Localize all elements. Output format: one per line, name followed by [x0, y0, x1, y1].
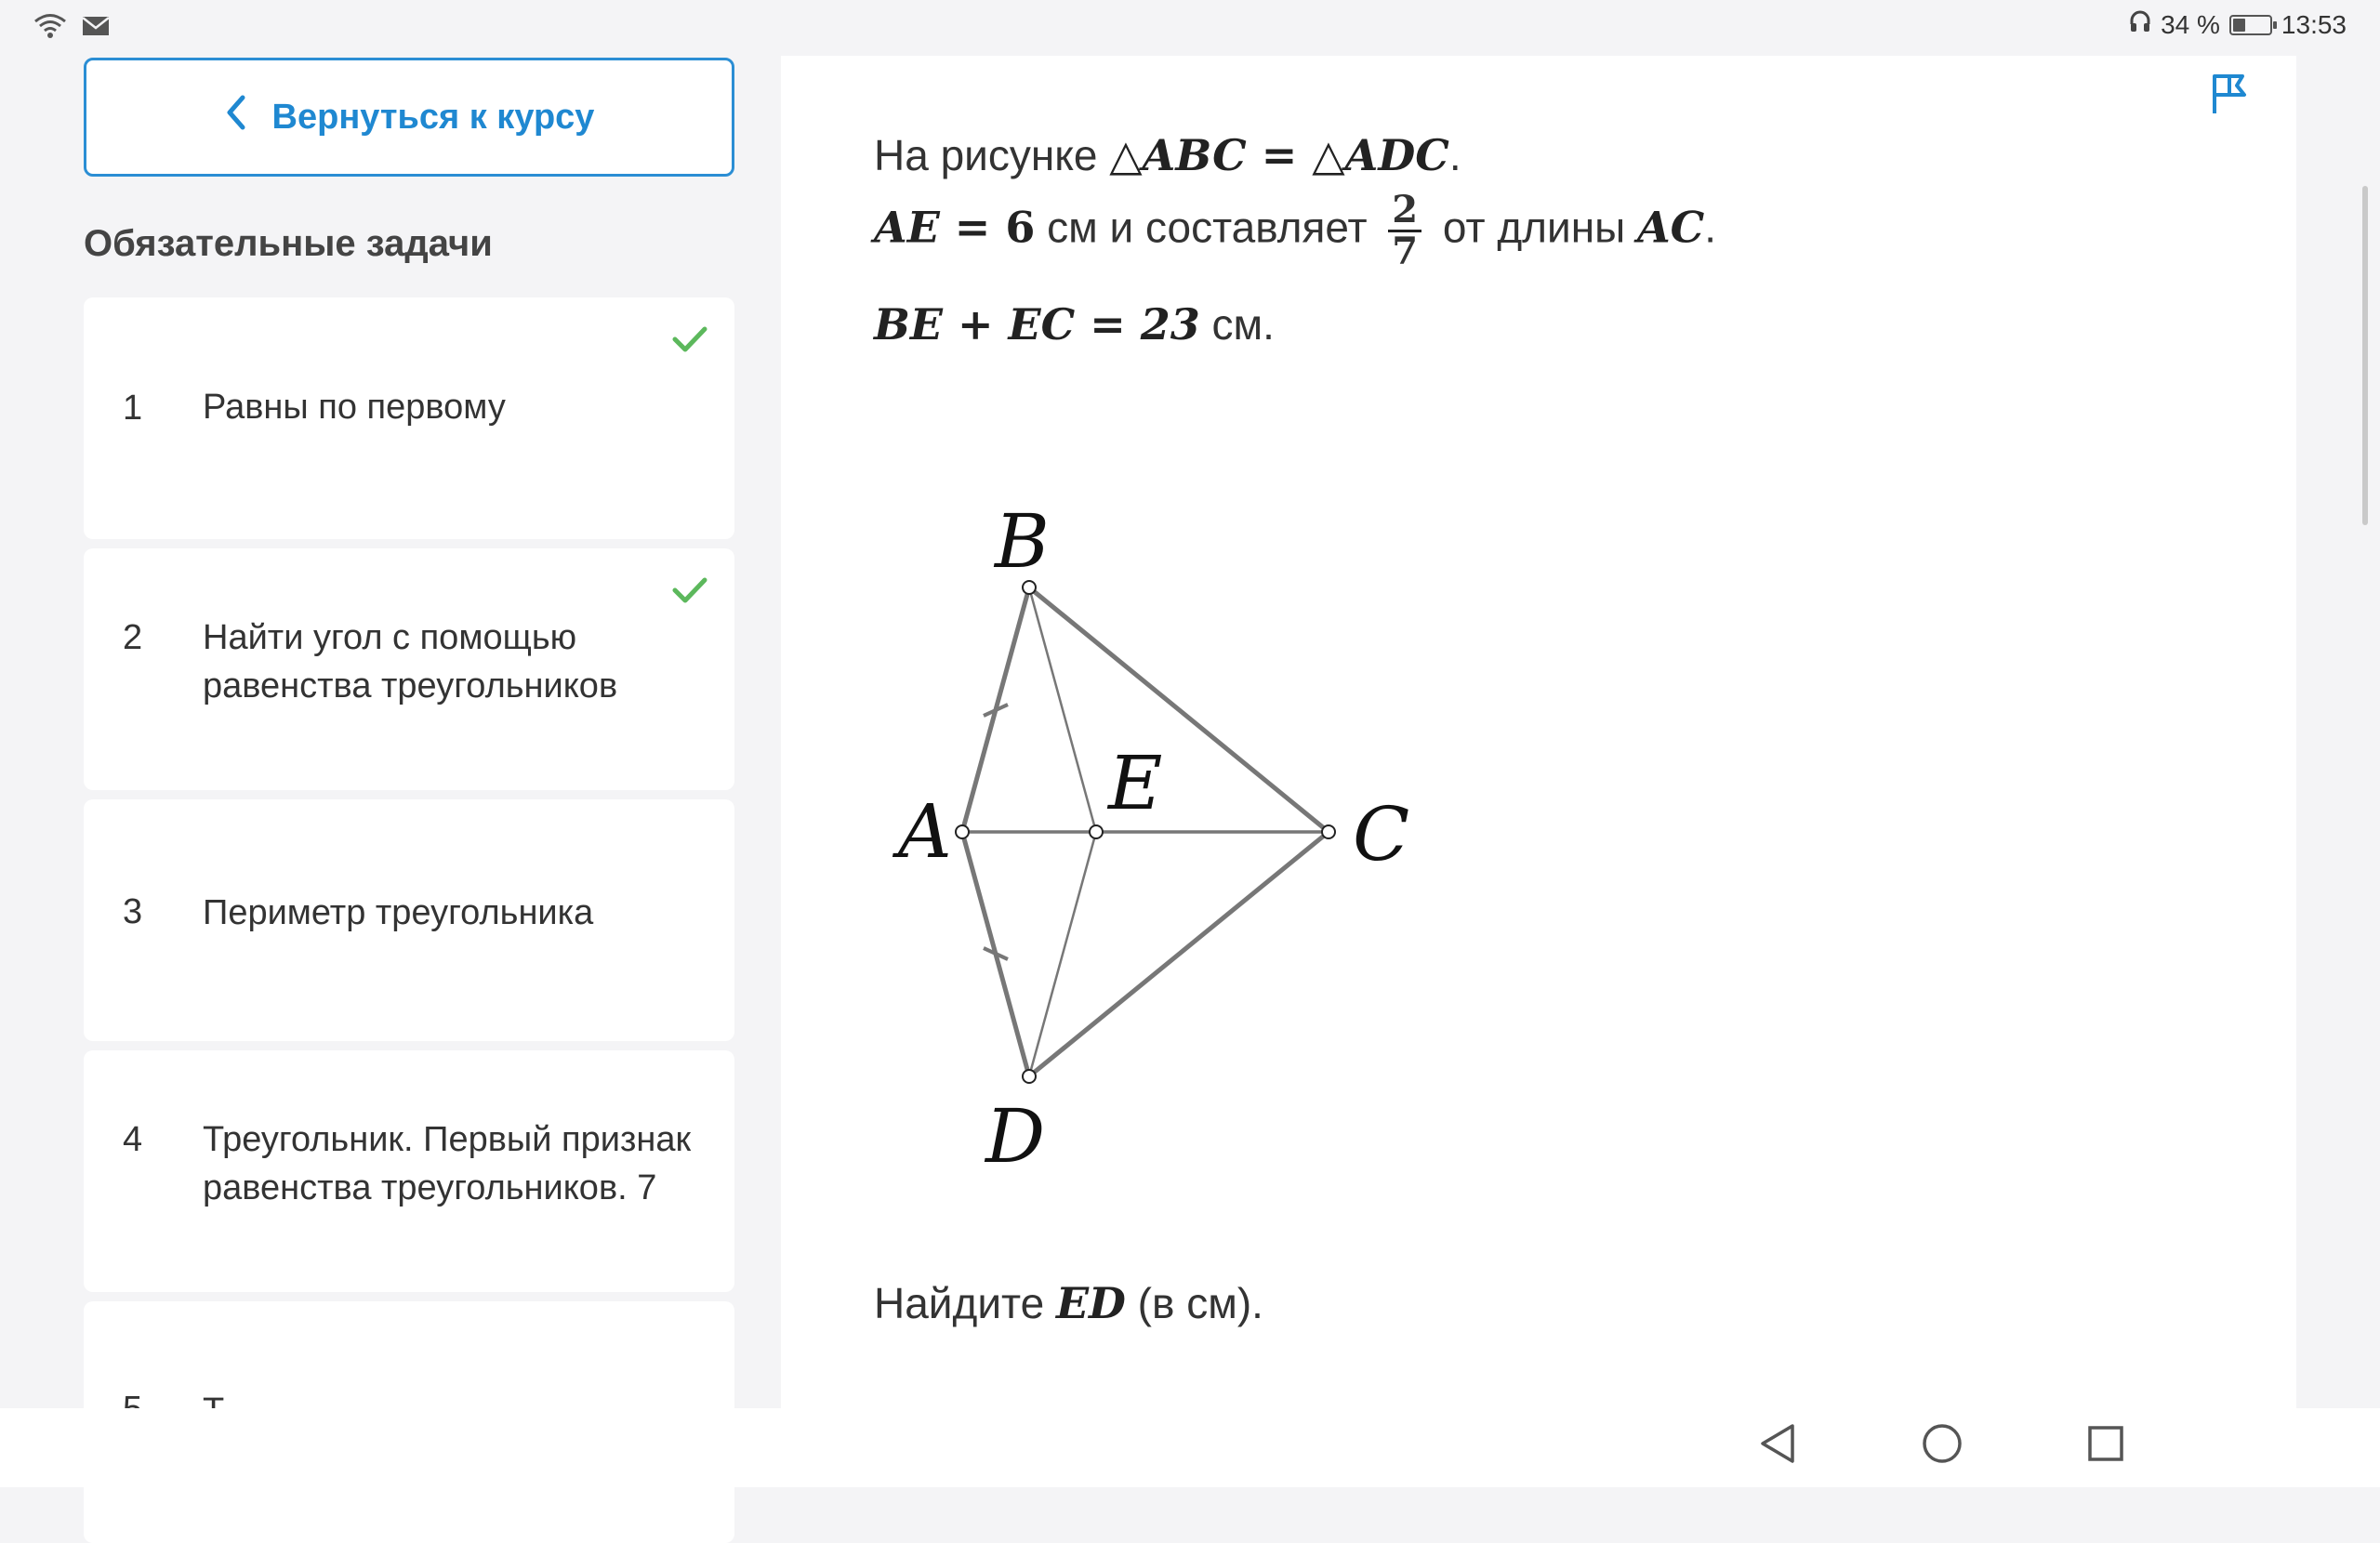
fraction-denominator: 7 [1392, 230, 1419, 273]
task-card-3[interactable] [84, 799, 734, 1041]
question-prefix: Найдите [874, 1279, 1056, 1327]
line1-suffix: . [1448, 131, 1461, 179]
problem-line-1 [874, 130, 1461, 180]
back-nav-icon[interactable] [1757, 1421, 1798, 1470]
clock: 13:53 [2281, 9, 2347, 39]
flag-icon[interactable] [2209, 73, 2250, 120]
task-number: 4 [123, 1120, 143, 1159]
fraction [1388, 188, 1421, 273]
point-d [1023, 1070, 1036, 1083]
back-button-label: Вернуться к курсу [271, 97, 595, 137]
line1-math: △ABC = △ADC [1109, 130, 1449, 180]
recents-nav-icon[interactable] [2085, 1421, 2126, 1470]
task-number: 2 [123, 618, 143, 657]
geometry-figure [865, 428, 1460, 1199]
question-math: ED [1055, 1278, 1126, 1328]
line1-prefix: На рисунке [874, 131, 1110, 179]
sidebar [0, 56, 781, 1408]
point-e [1090, 825, 1103, 838]
question-text [874, 1278, 1263, 1328]
task-title: Периметр треугольника [203, 893, 594, 932]
chevron-left-icon [224, 94, 248, 140]
battery-icon [2229, 15, 2272, 35]
wifi-icon [33, 13, 67, 44]
headphones-icon [2129, 9, 2151, 40]
task-number: 1 [123, 389, 143, 428]
segment-bc [1029, 587, 1329, 832]
ac-math: AC [1636, 202, 1705, 253]
line2-text2: от длины [1431, 203, 1637, 252]
task-title: Найти угол с помощью равенства треугольников [203, 618, 618, 706]
ae-math: AE [874, 202, 940, 253]
navigation-bar [0, 1408, 2380, 1487]
problem-line-2 [874, 188, 1717, 273]
segment-be [1029, 587, 1096, 832]
task-card-1[interactable] [84, 297, 734, 539]
label-b: B [995, 498, 1050, 585]
line2-text: см и составляет [1035, 203, 1380, 252]
line3-math: BE + EC = 23 [874, 299, 1200, 349]
task-card-2[interactable] [84, 548, 734, 790]
equals-sign: = [939, 202, 1006, 253]
segment-dc [1029, 832, 1329, 1076]
task-title: Треугольник. Первый признак равенства треугольников. 7 [203, 1120, 692, 1207]
status-bar [0, 0, 2380, 56]
label-e: E [1108, 740, 1163, 826]
problem-panel [781, 56, 2296, 1408]
mail-icon [82, 16, 110, 41]
point-a [956, 825, 969, 838]
task-card-4[interactable] [84, 1050, 734, 1292]
label-c: C [1353, 791, 1410, 877]
point-c [1322, 825, 1335, 838]
line3-suffix: см. [1199, 300, 1275, 349]
fraction-numerator: 2 [1388, 191, 1421, 232]
section-title: Обязательные задачи [84, 223, 493, 264]
check-icon [671, 325, 708, 358]
question-suffix: (в см). [1125, 1279, 1263, 1327]
battery-percent: 34 % [2161, 9, 2220, 39]
check-icon [671, 576, 708, 609]
segment-ed [1029, 832, 1096, 1076]
ae-value: 6 [1005, 202, 1036, 253]
back-to-course-button[interactable] [84, 58, 734, 177]
label-d: D [985, 1093, 1046, 1180]
problem-line-3 [874, 299, 1275, 349]
task-number: 3 [123, 892, 143, 931]
line2-suffix: . [1704, 203, 1717, 252]
battery-fill [2233, 19, 2245, 32]
task-title: Равны по первому [203, 388, 506, 427]
scrollbar[interactable] [2362, 186, 2368, 525]
home-nav-icon[interactable] [1920, 1421, 1964, 1470]
label-a: A [898, 788, 952, 875]
